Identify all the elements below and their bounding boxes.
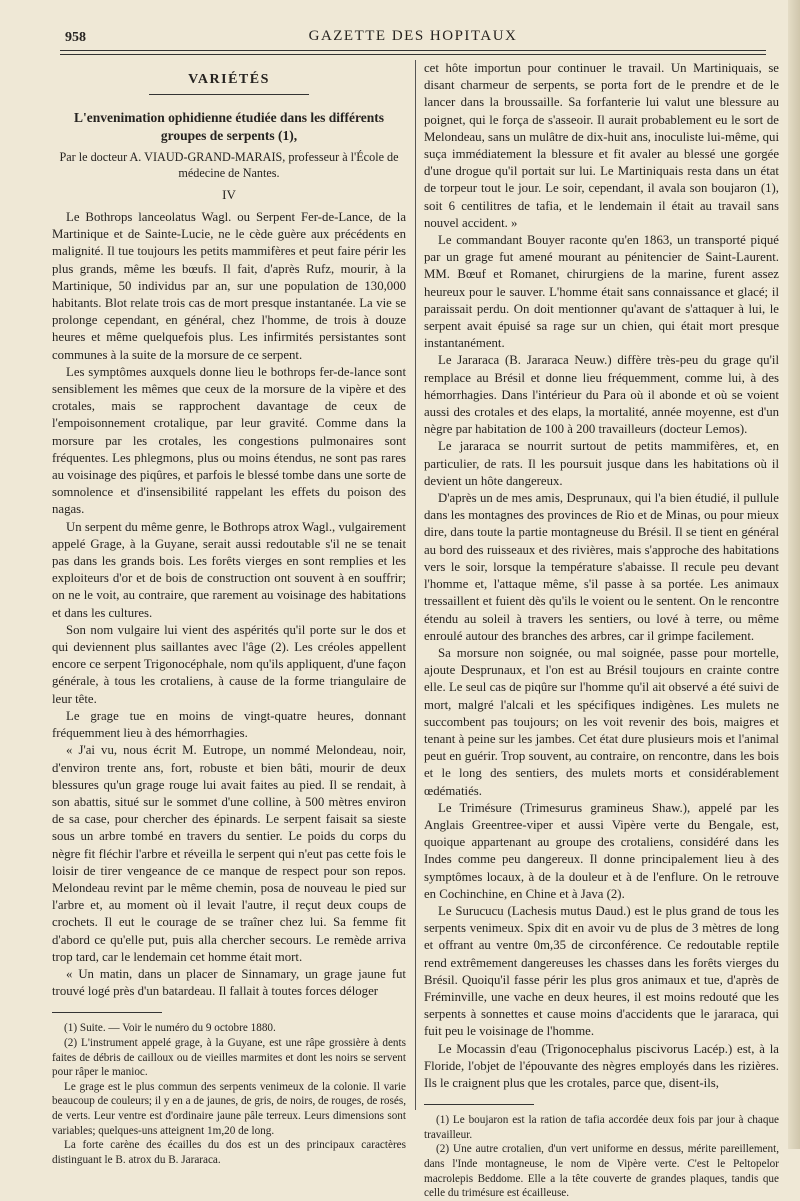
paragraph: Le Surucucu (Lachesis mutus Daud.) est le plus grand de tous les serpents venimeux. Spix dit en avoir vu de plus de 3 mètres de long et offrant au ventre 0m,35 de circonférence. Ce redoutable reptile rend extrêmement dangereuses les chasses dans les forêts vierges du Brésil. Quoiqu'il fasse périr les plus gros animaux et tue, d'après de Fréminville, une vache en deux heures, il est moins redouté que les serpents à sonnettes et cause moins d'accidents que le jararaca, qui fuit peu le voisinage de l'homme. xyxy=(424,903,779,1039)
paragraph: Son nom vulgaire lui vient des aspérités qu'il porte sur le dos et qui deviennent plus saillantes avec l'âge (2). Les créoles appellent encore ce serpent Trigonocéphale, nom qu'ils appliquent, d'une façon générale, à tous les crotaliens, à cause de la forme triangulaire de leur tête. xyxy=(52,622,406,706)
paragraph: Le commandant Bouyer raconte qu'en 1863, un transporté piqué par un grage fut amené mourant au pénitencier de Saint-Laurent. MM. Bœuf et Romanet, chirurgiens de la marine, furent assez heureux pour le sauver. L'homme était sans connaissance et glacé; il paraissait perdu. On doit mentionner qu'avant de s'attaquer à lui, le serpent avait épuisé sa rage sur un chien, qui était mort presque instantanément. xyxy=(424,233,779,351)
column-divider xyxy=(415,60,416,1110)
paragraph: Le Bothrops lanceolatus Wagl. ou Serpent Fer-de-Lance, de la Martinique et de Sainte-Lucie, ne le cède guère aux précédents en malignité. Il tue toujours les petits mammifères et peut faire périr les plus grands, même les bœufs. Il fait, d'après Rufz, mourir, à la Martinique, 50 individus par an, sur une population de 130,000 habitants. Blot relate trois cas de mort presque instantanée. La vie se prolonge cependant, en général, chez l'homme, de trois à douze heures et même quelquefois plus. Les infirmités persistantes sont communes à la suite de la morsure de ce serpent. xyxy=(52,210,406,362)
paragraph: Un serpent du même genre, le Bothrops atrox Wagl., vulgairement appelé Grage, à la Guyane, serait aussi redoutable s'il ne se tenait pas dans les grands bois. Les forêts vierges en sont remplies et les exploiteurs d'or et de bois de construction ont souvent à en souffrir; on ne le voit, au contraire, que rarement au voisinage des habitations et dans les cultures. xyxy=(52,519,406,620)
footnote: (1) Le boujaron est la ration de tafia accordée deux fois par jour à chaque travailleur. xyxy=(424,1114,779,1141)
article-author: Par le docteur A. VIAUD-GRAND-MARAIS, professeur à l'École de médecine de Nantes. xyxy=(59,150,399,180)
page-number: 958 xyxy=(65,30,86,45)
part-number: IV xyxy=(222,187,236,202)
right-column xyxy=(424,60,779,1201)
footnote: (1) Suite. — Voir le numéro du 9 octobre 1880. xyxy=(64,1022,276,1035)
footnote-rule xyxy=(424,1104,534,1105)
section-heading: VARIÉTÉS xyxy=(188,72,270,87)
page-edge-shadow xyxy=(788,0,800,1149)
left-column xyxy=(52,60,406,1167)
paragraph: cet hôte importun pour continuer le travail. Un Martiniquais, se disant charmeur de serpents, se porta fort de le prendre et de le lancer dans la broussaille. Sa forfanterie lui valut une blessure au poignet, qui le força de s'asseoir. Il aurait probablement eu le sort de Melondeau, sans un mulâtre de dix-huit ans, inoculiste lui-même, qui suça immédiatement la blessure et fit avaler au blessé une gorgée d'une drogue qu'il portait sur lui. Le Martiniquais resta dans un état de torpeur tout le jour. Le soir, cependant, il avala son boujaron (1), soit 6 centilitres de tafia, et le lendemain il était au travail sans nouvel accident. » xyxy=(424,61,779,230)
footnote: (2) L'instrument appelé grage, à la Guyane, est une râpe grossière à dents faites de débris de cailloux ou de vieilles marmites et dont les noirs se servent pour râper le manioc. xyxy=(52,1036,406,1079)
journal-title: GAZETTE DES HOPITAUX xyxy=(308,28,518,44)
footnote-rule xyxy=(52,1012,162,1013)
page-header xyxy=(60,22,766,52)
section-rule xyxy=(149,94,309,95)
paragraph: Sa morsure non soignée, ou mal soignée, passe pour mortelle, ajoute Desprunaux, et l'on est au Brésil toujours en crainte contre elle. Le seul cas de piqûre sur l'homme qu'il ait observé a été suivi de mort, malgré l'alcali et les spécifiques indigènes. Les mulets ne succombent pas toujours; on les voit revenir des bois, maigres et tenant à peine sur les jambes. Cet état dure plusieurs mois et l'animal peut en guérir. Trop souvent, au contraire, on rencontre, dans les bois et le long des sentiers, des mulets morts et considérablement œdématiés. xyxy=(424,645,779,798)
footnote: La forte carène des écailles du dos est un des principaux caractères distinguant le B. atrox du B. Jararaca. xyxy=(52,1139,406,1166)
header-rule-thin xyxy=(60,54,766,55)
paragraph: Le Mocassin d'eau (Trigonocephalus piscivorus Lacép.) est, à la Floride, l'objet de l'épouvante des nègres employés dans les rizières. Ils le craignent plus que les crotales, parce que, disent-ils, xyxy=(424,1041,779,1090)
paragraph: D'après un de mes amis, Desprunaux, qui l'a bien étudié, il pullule dans les montagnes des provinces de Rio et de Minas, ou pour mieux dire, dans toute la partie montagneuse du Brésil. Il se tient en général au bord des ruisseaux et des rivières, mais s'approche des habitations vers le soir, lorsque la température s'abaisse. Il recule peu devant l'homme et, l'attaque même, s'il passe à sa portée. Les animaux tressaillent et fuient dès qu'ils le voient ou le sentent. On le rencontre étendu au soleil à travers les sentiers, ou lové à terre, ou même enroulé autour des branches des arbres, car il grimpe facilement. xyxy=(424,491,779,643)
header-rule xyxy=(60,50,766,51)
paragraph: Le Jararaca (B. Jararaca Neuw.) diffère très-peu du grage qu'il remplace au Brésil et donne lieu fréquemment, comme lui, à des hémorrhagies. Dans l'intérieur du Para où il abonde et où se voient aussi des crotales et des elaps, la mortalité, année moyenne, est d'un nègre par habitation de 100 à 200 travailleurs (docteur Lemos). xyxy=(424,353,779,437)
footnote: (2) Une autre crotalien, d'un vert uniforme en dessus, mérite pareillement, dans l'Inde montagneuse, le nom de Vipère verte. C'est le Peltopelor macrolepis Beddome. Elle a la tête couverte de grandes plaques, tandis que celle du trimésure est écailleuse. xyxy=(424,1143,779,1200)
paragraph: « J'ai vu, nous écrit M. Eutrope, un nommé Melondeau, noir, d'environ trente ans, fort, robuste et bien bâti, mourir de deux blessures qu'un grage rouge lui avait faites au pied. Il se rendait, à son abattis, situé sur le sommet d'une colline, à 500 mètres environ de sa case, pour chercher des épinards. Le serpent faisait sa sieste sous un arbre tombé en travers du sentier. Le poids du corps du nègre fit fléchir l'arbre et réveilla le serpent qui n'eut pas cette fois le loisir de tirer vengeance de ce manque de respect pour son repos. Melondeau revint par le même chemin, posa de nouveau le pied sur l'arbre et, au moment où il levait l'autre, il reçut deux coups de crochets. Il eut le courage de se traîner chez lui. Sa femme fit d'abord ce qu'elle put, puis alla chercher secours. Le remède arriva trop tard, car le lendemain cet homme était mort. xyxy=(52,743,406,964)
paragraph: Le jararaca se nourrit surtout de petits mammifères, et, en particulier, de rats. Il les poursuit jusque dans les habitations où il devient un hôte dangereux. xyxy=(424,439,779,488)
paragraph: Le Trimésure (Trimesurus gramineus Shaw.), appelé par les Anglais Greentree-viper et aussi Vipère verte du Bengale, est, quoique appartenant au groupe des crotaliens, considéré dans les Indes comme peu dangereux. Il donne principalement lieu à des symptômes locaux, à de la douleur et à de l'enflure. On le retrouve en Cochinchine, en Chine et à Java (2). xyxy=(424,800,779,901)
footnote: Le grage est le plus commun des serpents venimeux de la colonie. Il varie beaucoup de couleurs; il y en a de jaunes, de gris, de noirs, de rouges, de rosés, de verts. Leur ventre est d'ordinaire jaune pâle terreux. Leurs dimensions sont variables; quelques-uns atteignent 1m,20 de long. xyxy=(52,1080,406,1137)
paragraph: « Un matin, dans un placer de Sinnamary, un grage jaune fut trouvé logé près d'un batardeau. Il fallait à toutes forces déloger xyxy=(52,966,406,999)
paragraph: Le grage tue en moins de vingt-quatre heures, donnant fréquemment lieu à des hémorrhagies. xyxy=(52,708,406,741)
article-title: L'envenimation ophidienne étudiée dans les différents groupes de serpents (1), xyxy=(74,110,384,143)
paragraph: Les symptômes auxquels donne lieu le bothrops fer-de-lance sont sensiblement les mêmes que ceux de la morsure de la vipère et des crotales, mais se rapprochent davantage de ceux de l'empoisonnement crotalique, par leur gravité. Comme dans la morsure par les crotales, les congestions pulmonaires sont fréquentes. Les phlegmons, plus ou moins étendus, ne sont pas rares au voisinage des piqûres, et parfois le blessé tombe dans une sorte de somnolence et d'insensibilité rappelant les effets du poison des nagas. xyxy=(52,364,406,517)
